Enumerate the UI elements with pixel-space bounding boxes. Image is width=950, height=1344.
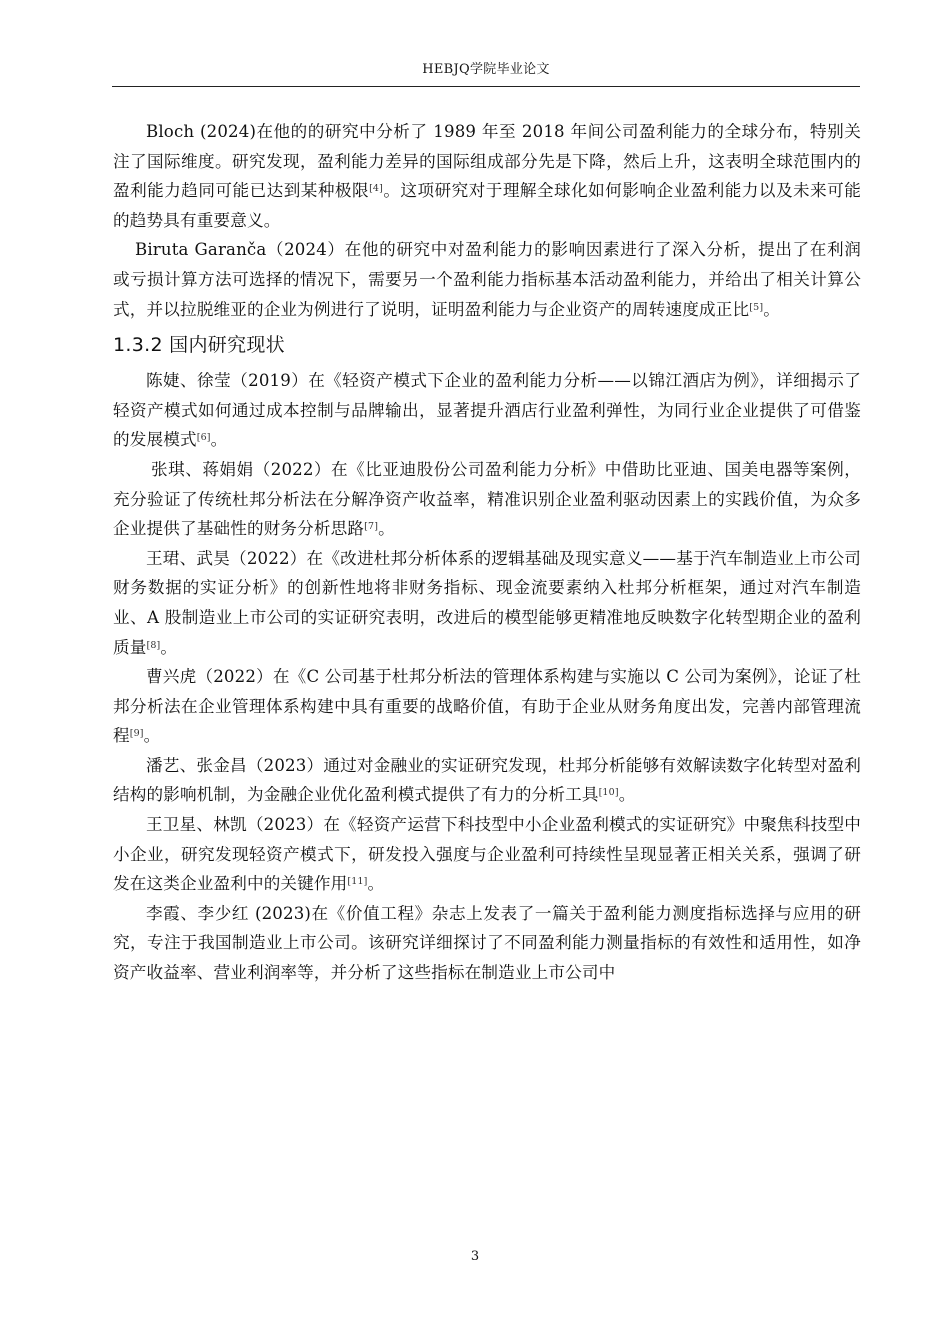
page-number: 3	[470, 1249, 480, 1264]
paragraph-bloch	[113, 117, 861, 235]
citation-marker[interactable]: [10]	[598, 787, 619, 799]
paragraph-text: 潘艺、张金昌（2023）通过对金融业的实证研究发现，杜邦分析能够有效解读数字化转型对盈利结构的影响机制，为金融企业优化盈利模式提供了有力的分析工具	[113, 755, 861, 805]
citation-marker[interactable]: [9]	[129, 728, 144, 740]
paragraph-text-tail: 。	[378, 519, 395, 539]
paragraph-garanca	[113, 235, 861, 324]
citation-marker[interactable]: [6]	[196, 432, 211, 444]
citation-marker[interactable]: [4]	[369, 183, 383, 195]
citation-marker[interactable]: [7]	[364, 521, 379, 533]
paragraph-text: 李霞、李少红 (2023)在《价值工程》杂志上发表了一篇关于盈利能力测度指标选择与应用的研究，专注于我国制造业上市公司。该研究详细探讨了不同盈利能力测量指标的有效性和适用性，如净资产收益率、营业利润率等，并分析了这些指标在制造业上市公司中	[113, 903, 861, 983]
citation-marker[interactable]: [11]	[347, 876, 368, 888]
citation-marker[interactable]: [5]	[749, 301, 764, 313]
page-body	[113, 117, 861, 988]
paragraph-text-tail: 。	[763, 299, 780, 319]
paragraph-cao	[113, 662, 861, 751]
paragraph-text-tail: 。这项研究对于理解全球化如何影响企业盈利能力以及未来可能的趋势具有重要意义。	[113, 181, 862, 230]
section-heading: 1.3.2 国内研究现状	[113, 334, 285, 357]
running-header: HEBJQ学院毕业论文	[422, 62, 550, 77]
paragraph-text: 陈婕、徐莹（2019）在《轻资产模式下企业的盈利能力分析——以锦江酒店为例》，详细揭示了轻资产模式如何通过成本控制与品牌输出，显著提升酒店行业盈利弹性，为同行业企业提供了可借鉴的发展模式	[113, 371, 861, 450]
paragraph-chen	[113, 366, 861, 455]
paragraph-li	[113, 899, 861, 988]
paragraph-text: 张琪、蒋娟娟（2022）在《比亚迪股份公司盈利能力分析》中借助比亚迪、国美电器等案例，充分验证了传统杜邦分析法在分解净资产收益率，精准识别企业盈利驱动因素上的实践价值，为众多企业提供了基础性的财务分析思路	[113, 459, 861, 539]
paragraph-wang-lin	[113, 810, 861, 899]
paragraph-text-tail: 。	[160, 637, 178, 657]
paragraph-text-tail: 。	[618, 785, 636, 805]
paragraph-text: 曹兴虎（2022）在《C 公司基于杜邦分析法的管理体系构建与实施以 C 公司为案例》，论证了杜邦分析法在企业管理体系构建中具有重要的战略价值，有助于企业从财务角度出发，完善内部管理流程	[113, 667, 861, 746]
paragraph-text: 王珺、武昊（2022）在《改进杜邦分析体系的逻辑基础及现实意义——基于汽车制造业上市公司财务数据的实证分析》的创新性地将非财务指标、现金流要素纳入杜邦分析框架，通过对汽车制造业、A 股制造业上市公司的实证研究表明，改进后的模型能够更精准地反映数字化转型期企业的盈利质量	[113, 548, 861, 657]
paragraph-text: Bloch (2024)在他的的研究中分析了 1989 年至 2018 年间公司盈利能力的全球分布，特别关注了国际维度。研究发现，盈利能力差异的国际组成部分先是下降，然后上升，这表明全球范围内的盈利能力趋同可能已达到某种极限	[113, 122, 861, 201]
paragraph-pan	[113, 751, 861, 810]
citation-marker[interactable]: [8]	[146, 639, 161, 651]
paragraph-text-tail: 。	[367, 874, 385, 894]
paragraph-text-tail: 。	[143, 726, 161, 746]
header-divider	[112, 86, 860, 87]
paragraph-text-tail: 。	[210, 430, 228, 450]
paragraph-wang-wu	[113, 544, 861, 662]
paragraph-text: 王卫星、林凯（2023）在《轻资产运营下科技型中小企业盈利模式的实证研究》中聚焦科技型中小企业，研究发现轻资产模式下，研发投入强度与企业盈利可持续性呈现显著正相关关系，强调了研发在这类企业盈利中的关键作用	[113, 815, 861, 894]
paragraph-zhang	[113, 455, 861, 544]
paragraph-text: Biruta Garanča（2024）在他的研究中对盈利能力的影响因素进行了深入分析，提出了在利润或亏损计算方法可选择的情况下，需要另一个盈利能力指标基本活动盈利能力，并给出了相关计算公式，并以拉脱维亚的企业为例进行了说明，证明盈利能力与企业资产的周转速度成正比	[113, 240, 861, 319]
